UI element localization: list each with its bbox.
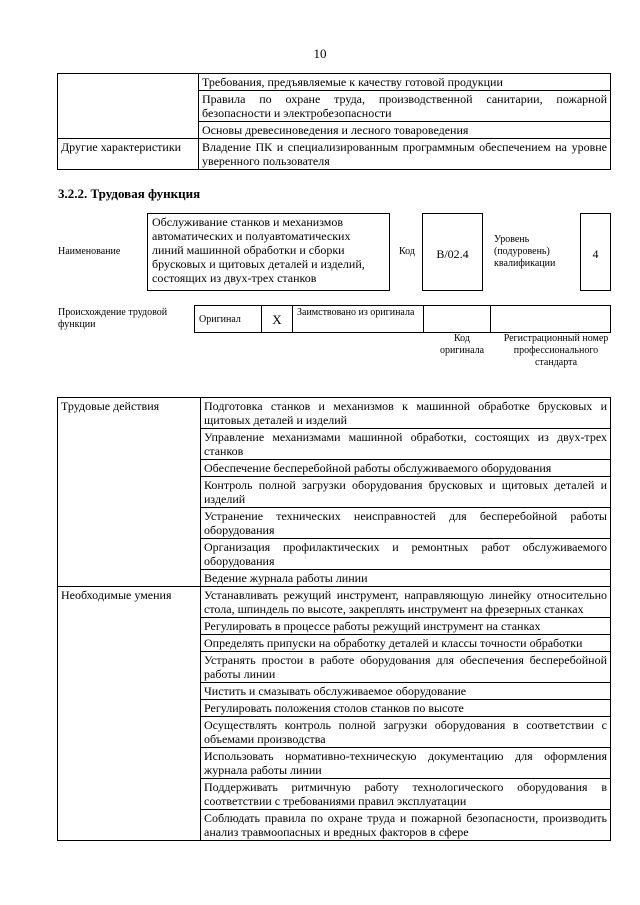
table-cell: Осуществлять контроль полной загрузки оборудования в соответствии с объемами производства xyxy=(201,717,611,748)
table-cell: Использовать нормативно-техническую документацию для оформления журнала работы линии xyxy=(201,748,611,779)
page-number: 10 xyxy=(313,46,327,61)
origin-table xyxy=(194,305,611,333)
origin-label: Происхождение трудовой функции xyxy=(58,307,168,330)
origin-code-cell xyxy=(424,306,491,333)
table-row xyxy=(58,74,611,91)
code-label: Код xyxy=(399,246,415,257)
labor-actions-table xyxy=(57,397,611,841)
table-cell: Устанавливать режущий инструмент, направляющую линейку относительно стола, шпиндель по высоте, закреплять инструмент на фрезерных станках xyxy=(201,587,611,618)
row-label-required-skills: Необходимые умения xyxy=(58,587,201,841)
table-cell: Требования, предъявляемые к качеству готовой продукции xyxy=(199,74,611,91)
table-cell: Правила по охране труда, производственной санитарии, пожарной безопасности и электробезопасности xyxy=(199,91,611,122)
level-value-box: 4 xyxy=(580,213,611,291)
table-cell: Поддерживать ритмичную работу технологического оборудования в соответствии с требованиями правил эксплуатации xyxy=(201,779,611,810)
table-cell: Регулировать в процессе работы режущий инструмент на станках xyxy=(201,618,611,635)
table-cell: Определять припуски на обработку деталей и классы точности обработки xyxy=(201,635,611,652)
table-cell: Устранение технических неисправностей для бесперебойной работы оборудования xyxy=(201,508,611,539)
origin-original-cell: Оригинал xyxy=(195,306,262,333)
row-label-empty xyxy=(58,74,199,139)
origin-reg-caption: Регистрационный номер профессионального стандарта xyxy=(503,333,609,368)
table-cell: Организация профилактических и ремонтных работ обслуживаемого оборудования xyxy=(201,539,611,570)
level-label: Уровень (подуровень) квалификации xyxy=(494,234,556,269)
origin-reg-cell xyxy=(491,306,611,333)
code-value-box: B/02.4 xyxy=(422,213,483,291)
table-cell: Управление механизмами машинной обработки, состоящих из двух-трех станков xyxy=(201,429,611,460)
origin-code-caption: Код оригинала xyxy=(439,333,485,356)
top-requirements-table xyxy=(57,73,611,170)
table-cell: Регулировать положения столов станков по высоте xyxy=(201,700,611,717)
table-row xyxy=(195,306,611,333)
table-row xyxy=(58,398,611,429)
row-label-other-characteristics: Другие характеристики xyxy=(58,139,199,170)
table-row xyxy=(58,587,611,618)
table-row xyxy=(58,139,611,170)
table-cell: Основы древесиноведения и лесного товароведения xyxy=(199,122,611,139)
origin-mark-cell: X xyxy=(262,306,293,333)
table-cell: Подготовка станков и механизмов к машинной обработке брусковых и щитовых деталей и изделий xyxy=(201,398,611,429)
table-cell: Ведение журнала работы линии xyxy=(201,570,611,587)
table-cell: Обеспечение бесперебойной работы обслуживаемого оборудования xyxy=(201,460,611,477)
table-cell: Контроль полной загрузки оборудования брусковых и щитовых деталей и изделий xyxy=(201,477,611,508)
table-cell: Владение ПК и специализированным программным обеспечением на уровне уверенного пользователя xyxy=(199,139,611,170)
name-label: Наименование xyxy=(58,246,121,257)
origin-borrowed-cell: Заимствовано из оригинала xyxy=(293,306,424,333)
section-heading: 3.2.2. Трудовая функция xyxy=(58,186,201,201)
function-name-box: Обслуживание станков и механизмов автоматических и полуавтоматических линий машинной обработки и сборки брусковых и щитовых деталей и изделий, состоящих из двух-трех станков xyxy=(147,213,390,291)
row-label-labor-actions: Трудовые действия xyxy=(58,398,201,587)
table-cell: Чистить и смазывать обслуживаемое оборудование xyxy=(201,683,611,700)
table-cell: Устранять простои в работе оборудования для обеспечения бесперебойной работы линии xyxy=(201,652,611,683)
table-cell: Соблюдать правила по охране труда и пожарной безопасности, производить анализ травмоопасных и вредных факторов в сфере xyxy=(201,810,611,841)
